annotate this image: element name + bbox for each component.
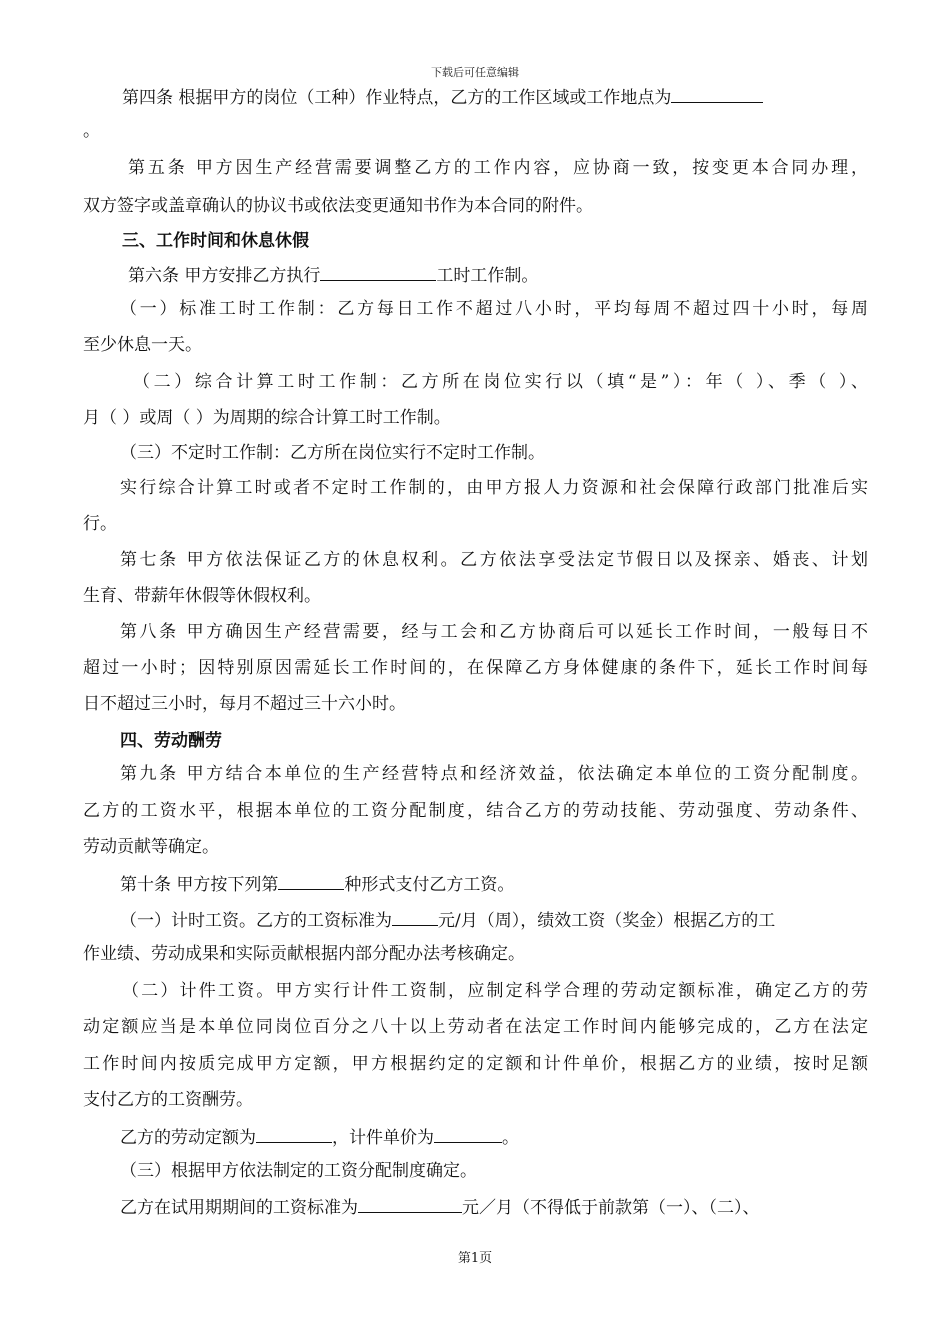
article-9-line-2: 乙方的工资水平，根据本单位的工资分配制度，结合乙方的劳动技能、劳动强度、劳动条件、 [83, 801, 868, 821]
wage-distribution-line: （三）根据甲方依法制定的工资分配制度确定。 [120, 1161, 477, 1181]
article-10-line-1 [120, 871, 905, 897]
article-8-line-2: 超过一小时；因特别原因需延长工作时间的，在保障乙方身体健康的条件下，延长工作时间每 [83, 658, 868, 678]
time-wage-blank[interactable] [392, 907, 438, 926]
text: 。 [502, 1128, 519, 1148]
piece-wage-line-3: 工作时间内按质完成甲方定额，甲方根据约定的定额和计件单价，根据乙方的业绩，按时足额 [83, 1054, 868, 1074]
piece-wage-line-2: 动定额应当是本单位同岗位百分之八十以上劳动者在法定工作时间内能够完成的，乙方在法定 [83, 1017, 868, 1037]
text: 第十条 甲方按下列第 [120, 875, 279, 895]
text: 元／月（不得低于前款第（一）、（二）、 [462, 1198, 760, 1218]
work-location-blank[interactable] [671, 84, 763, 103]
payment-form-blank[interactable] [278, 871, 344, 890]
flexible-hours-line: （三）不定时工作制：乙方所在岗位实行不定时工作制。 [120, 443, 545, 463]
article-9-line-3: 劳动贡献等确定。 [83, 837, 219, 857]
article-6-line-1 [128, 262, 913, 288]
text: 乙方的劳动定额为 [120, 1128, 256, 1148]
article-8-line-3: 日不超过三小时，每月不超过三十六小时。 [83, 694, 406, 714]
comprehensive-hours-line-2: 月（ ）或周（ ）为周期的综合计算工时工作制。 [83, 408, 451, 428]
text: 第六条 甲方安排乙方执行 [128, 266, 321, 286]
standard-hours-line-2: 至少休息一天。 [83, 335, 202, 355]
text: 第四条 根据甲方的岗位（工种）作业特点，乙方的工作区域或工作地点为 [122, 88, 672, 108]
time-wage-line-1 [120, 907, 868, 933]
approval-line-1: 实行综合计算工时或者不定时工作制的，由甲方报人力资源和社会保障行政部门批准后实 [120, 478, 868, 498]
text: 元/月（周），绩效工资（奖金）根据乙方的工 [438, 911, 776, 931]
standard-hours-line-1: （一）标准工时工作制：乙方每日工作不超过八小时，平均每周不超过四十小时，每周 [120, 299, 868, 319]
header-note: 下载后可任意编辑 [431, 66, 519, 79]
article-4-line-1 [122, 84, 868, 110]
article-5-line-1: 第五条 甲方因生产经营需要调整乙方的工作内容，应协商一致，按变更本合同办理， [128, 158, 868, 178]
section-3-heading: 三、工作时间和休息休假 [122, 231, 309, 251]
text: 种形式支付乙方工资。 [344, 875, 515, 895]
piece-rate-blank[interactable] [434, 1124, 502, 1143]
text: （一）计时工资。乙方的工资标准为 [120, 911, 392, 931]
labor-quota-line [120, 1124, 905, 1150]
probation-wage-line [120, 1194, 868, 1220]
text: 工时工作制。 [436, 266, 539, 286]
work-hours-system-blank[interactable] [320, 262, 436, 281]
article-9-line-1: 第九条 甲方结合本单位的生产经营特点和经济效益，依法确定本单位的工资分配制度。 [120, 764, 868, 784]
probation-wage-blank[interactable] [358, 1194, 462, 1213]
article-7-line-1: 第七条 甲方依法保证乙方的休息权利。乙方依法享受法定节假日以及探亲、婚丧、计划 [120, 550, 868, 570]
article-7-line-2: 生育、带薪年休假等休假权利。 [83, 586, 321, 606]
labor-quota-blank[interactable] [256, 1124, 332, 1143]
time-wage-line-2: 作业绩、劳动成果和实际贡献根据内部分配办法考核确定。 [83, 944, 525, 964]
comprehensive-hours-line-1: （二）综合计算工时工作制：乙方所在岗位实行以（填“是”）：年（ ）、季（ ）、 [133, 372, 868, 392]
approval-line-2: 行。 [83, 514, 117, 534]
piece-wage-line-4: 支付乙方的工资酬劳。 [83, 1090, 253, 1110]
article-8-line-1: 第八条 甲方确因生产经营需要，经与工会和乙方协商后可以延长工作时间，一般每日不 [120, 622, 868, 642]
text: ，计件单价为 [332, 1128, 434, 1148]
article-4-line-2: 。 [83, 121, 100, 141]
article-5-line-2: 双方签字或盖章确认的协议书或依法变更通知书作为本合同的附件。 [83, 196, 593, 216]
text: 乙方在试用期期间的工资标准为 [120, 1198, 358, 1218]
section-4-heading: 四、劳动酬劳 [120, 731, 222, 751]
piece-wage-line-1: （二）计件工资。甲方实行计件工资制，应制定科学合理的劳动定额标准，确定乙方的劳 [122, 981, 868, 1001]
page-number: 第1页 [457, 1251, 493, 1266]
